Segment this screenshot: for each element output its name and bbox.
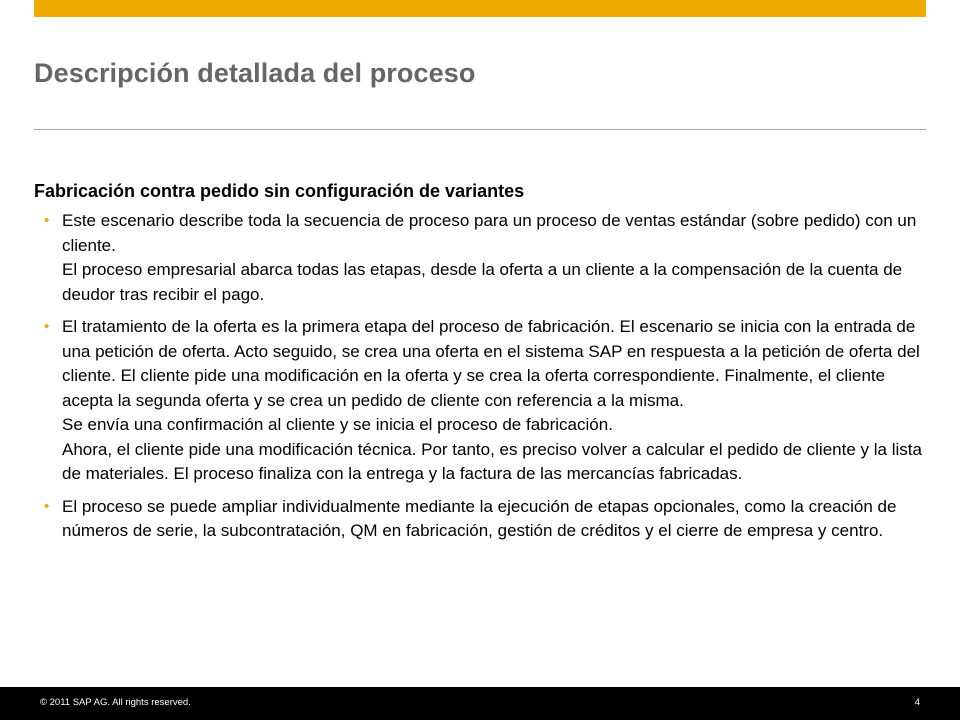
bullet-item (34, 495, 926, 544)
bullet-dot-icon: • (44, 212, 50, 229)
page-number: 4 (914, 697, 920, 708)
bullet-paragraph: Se envía una confirmación al cliente y se inicia el proceso de fabricación. (62, 415, 613, 434)
bullet-paragraph: Ahora, el cliente pide una modificación técnica. Por tanto, es preciso volver a calcular el pedido de cliente y la lista de materiales. El proceso finaliza con la entrega y la factura de las mercancías fabricadas. (62, 439, 922, 483)
bullet-paragraph: Este escenario describe toda la secuencia de proceso para un proceso de ventas estándar (sobre pedido) con un cliente. (62, 211, 917, 255)
bullet-list (34, 209, 926, 544)
page-title: Descripción detallada del proceso (34, 58, 476, 88)
bullet-dot-icon: • (44, 318, 50, 335)
copyright-text: © 2011 SAP AG. All rights reserved. (40, 697, 191, 708)
bullet-dot-icon: • (44, 497, 50, 515)
bullet-paragraph: El proceso empresarial abarca todas las etapas, desde la oferta a un cliente a la compensación de la cuenta de deudor tras recibir el pago. (62, 260, 903, 304)
top-accent-bar (34, 0, 926, 17)
footer-bar (0, 687, 960, 720)
section-subtitle: Fabricación contra pedido sin configuración de variantes (34, 181, 525, 201)
bullet-paragraph: El tratamiento de la oferta es la primera etapa del proceso de fabricación. El escenario se inicia con la entrada de una petición de oferta. Acto seguido, se crea una oferta en el sistema SAP en respuesta a la petición de oferta del cliente. El cliente pide una modificación en la oferta y se crea la oferta correspondiente. Finalmente, el cliente acepta la segunda oferta y se crea un pedido de cliente con referencia a la misma. (62, 317, 920, 410)
bullet-paragraph: El proceso se puede ampliar individualmente mediante la ejecución de etapas opcionales, como la creación de números de serie, la subcontratación, QM en fabricación, gestión de créditos y el cierre de empresa y centro. (62, 496, 897, 540)
slide-content (34, 178, 926, 552)
title-divider (34, 129, 926, 130)
bullet-item (34, 315, 926, 487)
bullet-item (34, 209, 926, 307)
